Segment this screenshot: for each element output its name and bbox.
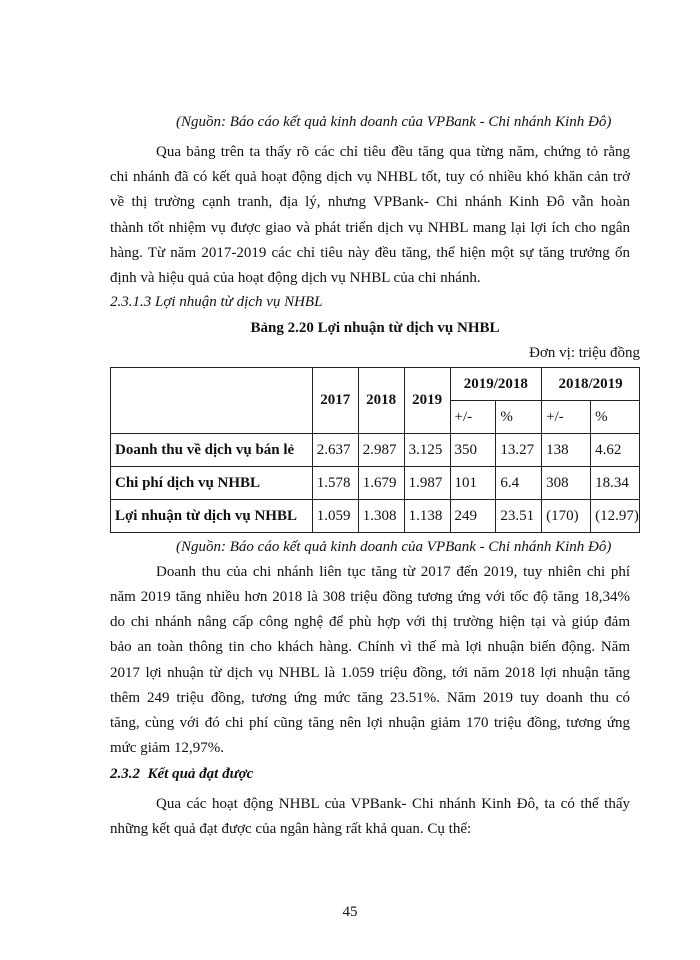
cell-group-1 bbox=[450, 500, 542, 533]
cell-2019: 1.987 bbox=[404, 467, 450, 500]
unit-note: Đơn vị: triệu đồng bbox=[529, 345, 640, 361]
paragraph-2-line: 2017 lợi nhuận từ dịch vụ NHBL là 1.059 triệu đồng, tới năm 2018 lợi nhuận tăng bbox=[110, 665, 630, 681]
table-header-row bbox=[111, 368, 640, 401]
paragraph-1-line: hàng. Từ năm 2017-2019 các chỉ tiêu này đều tăng, thể hiện một sự tăng trưởng ổn bbox=[110, 245, 630, 261]
paragraph-1-line: thành tốt nhiệm vụ được giao và phát triển dịch vụ NHBL mang lại lợi ích cho ngân bbox=[110, 220, 630, 236]
page-number: 45 bbox=[342, 904, 358, 920]
cell-change: 101 bbox=[454, 475, 478, 491]
row-label: Chi phí dịch vụ NHBL bbox=[111, 467, 313, 500]
row-label: Lợi nhuận từ dịch vụ NHBL bbox=[111, 500, 313, 533]
subheader-pair bbox=[542, 401, 640, 434]
cell-percent: 4.62 bbox=[590, 434, 639, 466]
paragraph-1-line: định và hiệu quả của hoạt động dịch vụ NHBL của chi nhánh. bbox=[110, 270, 481, 286]
cell-percent: (12.97) bbox=[590, 500, 639, 532]
cell-change: 350 bbox=[454, 442, 478, 458]
group-header: 2019/2018 bbox=[450, 368, 542, 401]
year-header: 2018 bbox=[358, 368, 404, 434]
paragraph-2-line: Doanh thu của chi nhánh liên tục tăng từ 2017 đến 2019, tuy nhiên chi phí bbox=[156, 564, 630, 580]
subheader-percent: % bbox=[590, 401, 639, 433]
cell-group-2 bbox=[542, 500, 640, 533]
cell-change: 249 bbox=[454, 508, 478, 524]
subheader-pair bbox=[450, 401, 542, 434]
table-header-blank bbox=[111, 368, 313, 434]
paragraph-1-line: về thị trường cạnh tranh, địa lý, nhưng VPBank- Chi nhánh Kinh Đô vẫn hoàn bbox=[110, 194, 630, 210]
source-note-bottom: (Nguồn: Báo cáo kết quả kinh doanh của VPBank - Chi nhánh Kinh Đô) bbox=[176, 539, 612, 555]
cell-change: 308 bbox=[546, 475, 569, 491]
table-row bbox=[111, 467, 640, 500]
paragraph-2-line: thêm 249 triệu đồng, tương ứng mức tăng 23.51%. Năm 2019 tuy doanh thu có bbox=[110, 690, 630, 706]
cell-2019: 1.138 bbox=[404, 500, 450, 533]
cell-2018: 1.679 bbox=[358, 467, 404, 500]
cell-2017: 1.578 bbox=[312, 467, 358, 500]
table-row bbox=[111, 434, 640, 467]
section-heading: 2.3.2 Kết quả đạt được bbox=[110, 766, 254, 782]
subheader-percent: % bbox=[495, 401, 541, 433]
table-title: Bảng 2.20 Lợi nhuận từ dịch vụ NHBL bbox=[250, 320, 500, 336]
subsection-heading: 2.3.1.3 Lợi nhuận từ dịch vụ NHBL bbox=[110, 294, 323, 310]
paragraph-3-line: những kết quả đạt được của ngân hàng rất khả quan. Cụ thể: bbox=[110, 821, 472, 837]
cell-2018: 1.308 bbox=[358, 500, 404, 533]
paragraph-1-line: Qua bảng trên ta thấy rõ các chỉ tiêu đều tăng qua từng năm, chứng tỏ rằng bbox=[156, 144, 630, 160]
paragraph-2-line: mức giảm 12,97%. bbox=[110, 740, 224, 756]
cell-2017: 1.059 bbox=[312, 500, 358, 533]
cell-percent: 13.27 bbox=[495, 434, 541, 466]
paragraph-2-line: do chi nhánh nâng cấp công nghệ để phù hợp với thị trường hiện tại và giúp đảm bbox=[110, 614, 630, 630]
profit-table bbox=[110, 367, 640, 533]
paragraph-2-line: năm 2019 tăng nhiều hơn 2018 là 308 triệu đồng tương ứng với tốc độ tăng 18,34% bbox=[110, 589, 630, 605]
cell-change: (170) bbox=[546, 508, 579, 524]
cell-group-1 bbox=[450, 434, 542, 467]
cell-change: 138 bbox=[546, 442, 569, 458]
cell-group-2 bbox=[542, 434, 640, 467]
cell-2019: 3.125 bbox=[404, 434, 450, 467]
cell-percent: 18.34 bbox=[590, 467, 639, 499]
paragraph-2-line: tăng, cùng với đó chi phí cũng tăng nên lợi nhuận giảm 170 triệu đồng, tương ứng bbox=[110, 715, 630, 731]
subheader-change: +/- bbox=[546, 409, 564, 425]
year-header: 2019 bbox=[404, 368, 450, 434]
source-note-top: (Nguồn: Báo cáo kết quả kinh doanh của VPBank - Chi nhánh Kinh Đô) bbox=[176, 114, 612, 130]
row-label: Doanh thu về dịch vụ bán lẻ bbox=[111, 434, 313, 467]
paragraph-3-line: Qua các hoạt động NHBL của VPBank- Chi nhánh Kinh Đô, ta có thể thấy bbox=[156, 796, 630, 812]
paragraph-2-line: bảo an toàn thông tin cho khách hàng. Chính vì thế mà lợi nhuận biến động. Năm bbox=[110, 639, 630, 655]
group-header: 2018/2019 bbox=[542, 368, 640, 401]
subheader-change: +/- bbox=[454, 409, 473, 425]
cell-percent: 23.51 bbox=[495, 500, 541, 532]
year-header: 2017 bbox=[312, 368, 358, 434]
cell-percent: 6.4 bbox=[495, 467, 541, 499]
cell-2017: 2.637 bbox=[312, 434, 358, 467]
cell-2018: 2.987 bbox=[358, 434, 404, 467]
cell-group-2 bbox=[542, 467, 640, 500]
table-row bbox=[111, 500, 640, 533]
paragraph-1-line: chi nhánh đã có kết quả hoạt động dịch vụ NHBL tốt, tuy có nhiều khó khăn cản trở bbox=[110, 169, 630, 185]
cell-group-1 bbox=[450, 467, 542, 500]
